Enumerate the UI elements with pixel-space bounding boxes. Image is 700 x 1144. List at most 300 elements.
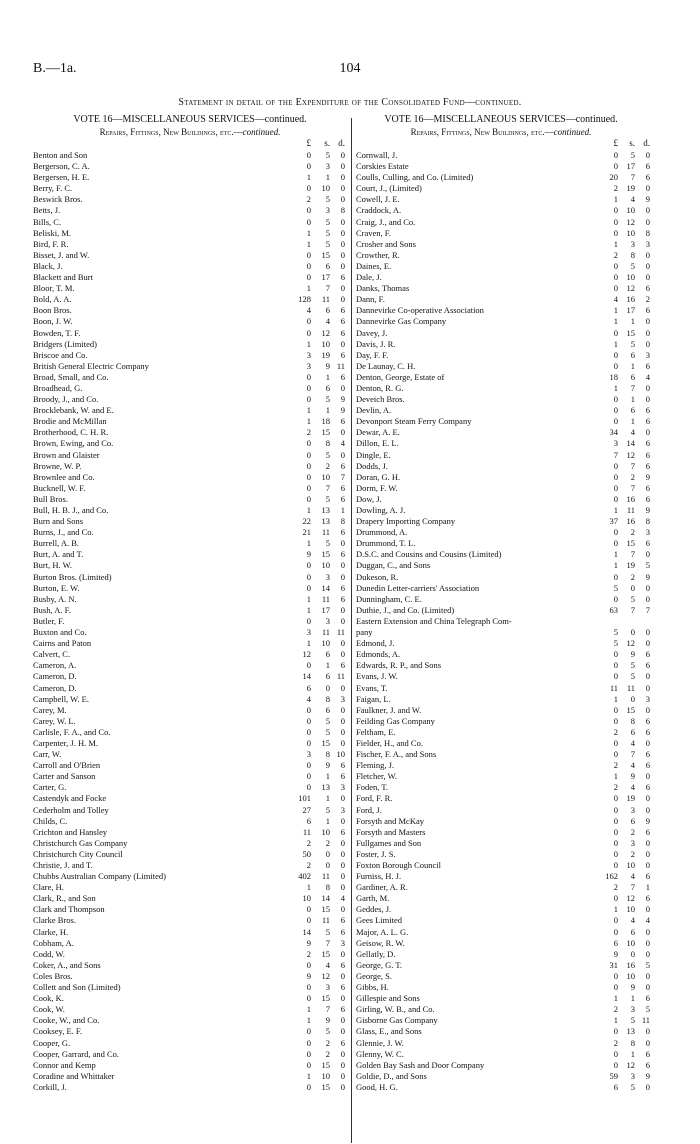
amount-pence: 0 bbox=[645, 338, 650, 349]
ledger-row bbox=[33, 660, 347, 671]
amount-shillings: 13 bbox=[321, 516, 330, 527]
payee-name: Davey, J. bbox=[356, 327, 388, 338]
payee-name: Crichton and Hansley bbox=[33, 826, 108, 837]
amount-shillings: 3 bbox=[325, 615, 330, 626]
ledger-row bbox=[356, 682, 650, 694]
payee-name: Carroll and O'Brien bbox=[33, 760, 101, 771]
amount-shillings: 6 bbox=[325, 305, 330, 316]
amount-shillings: 5 bbox=[630, 260, 635, 271]
payee-name: Geisow, R. W. bbox=[356, 937, 405, 948]
payee-name: Faulkner, J. and W. bbox=[356, 704, 422, 715]
ledger-row bbox=[356, 771, 650, 782]
amount-shillings: 5 bbox=[630, 338, 635, 349]
ledger-row bbox=[356, 926, 650, 938]
ledger-row bbox=[356, 194, 650, 205]
payee-name: Drummond, A. bbox=[356, 527, 408, 538]
payee-name: Drummond, T. L. bbox=[356, 538, 416, 549]
ledger-row bbox=[356, 338, 650, 350]
amount-shillings: 16 bbox=[626, 959, 635, 970]
amount-shillings: 6 bbox=[325, 671, 330, 682]
left-units-header bbox=[33, 138, 347, 150]
amount-shillings: 5 bbox=[325, 726, 330, 737]
amount-pence: 0 bbox=[645, 804, 650, 815]
amount-pence: 6 bbox=[645, 438, 650, 449]
amount-pence: 0 bbox=[645, 183, 650, 194]
ledger-row bbox=[33, 638, 347, 649]
amount-pence: 0 bbox=[340, 948, 345, 959]
amount-pence: 0 bbox=[645, 737, 650, 748]
ledger-row bbox=[33, 649, 347, 660]
amount-pounds: 0 bbox=[306, 771, 311, 782]
amount-pounds: 0 bbox=[613, 804, 618, 815]
amount-pounds: 101 bbox=[298, 793, 311, 804]
amount-pence: 5 bbox=[645, 959, 650, 970]
left-vote-heading: VOTE 16—MISCELLANEOUS SERVICES—continued. bbox=[73, 114, 307, 125]
amount-pence: 4 bbox=[340, 893, 345, 904]
payee-name: Burn and Sons bbox=[33, 516, 84, 527]
amount-shillings: 1 bbox=[630, 993, 635, 1004]
amount-shillings: 10 bbox=[321, 638, 330, 649]
ledger-row bbox=[356, 1015, 650, 1026]
payee-name: Bisset, J. and W. bbox=[33, 249, 90, 260]
pence-unit: d. bbox=[643, 138, 650, 148]
ledger-row bbox=[33, 239, 347, 250]
amount-pounds: 1 bbox=[613, 305, 618, 316]
payee-name: Garth, M. bbox=[356, 893, 390, 904]
payee-name: Cameron, D. bbox=[33, 682, 77, 693]
amount-pounds: 0 bbox=[613, 860, 618, 870]
payee-name: Carter, G. bbox=[33, 782, 67, 793]
payee-name: Cornwall, J. bbox=[356, 150, 398, 160]
amount-pounds: 0 bbox=[613, 1048, 618, 1059]
amount-pence: 6 bbox=[340, 371, 345, 382]
amount-pounds: 0 bbox=[613, 737, 618, 748]
amount-pence: 6 bbox=[645, 871, 650, 882]
amount-shillings: 0 bbox=[325, 848, 330, 859]
ledger-row bbox=[356, 161, 650, 172]
ledger-row bbox=[33, 350, 347, 361]
payee-name: Fletcher, W. bbox=[356, 771, 397, 782]
amount-shillings: 19 bbox=[626, 183, 635, 194]
payee-name: Corkill, J. bbox=[33, 1081, 67, 1092]
amount-pence: 4 bbox=[645, 915, 650, 926]
ledger-row bbox=[356, 172, 650, 183]
ledger-row bbox=[33, 849, 347, 860]
payee-name: Berry, F. C. bbox=[33, 183, 73, 194]
payee-name: Broadhead, G. bbox=[33, 382, 83, 393]
amount-pounds: 18 bbox=[609, 371, 618, 382]
amount-shillings: 15 bbox=[626, 538, 635, 549]
amount-pounds: 0 bbox=[613, 848, 618, 859]
payee-name: Cowell, J. E. bbox=[356, 194, 400, 205]
amount-pounds: 0 bbox=[306, 571, 311, 582]
amount-shillings: 3 bbox=[630, 238, 635, 249]
payee-name: De Launay, C. H. bbox=[356, 360, 416, 371]
payee-name: Cooksey, E. F. bbox=[33, 1026, 83, 1037]
payee-name: Golden Bay Sash and Door Company bbox=[356, 1059, 485, 1070]
amount-shillings: 5 bbox=[630, 593, 635, 604]
payee-name: Benton and Son bbox=[33, 150, 88, 160]
amount-pence: 0 bbox=[340, 427, 345, 438]
amount-shillings: 10 bbox=[626, 970, 635, 981]
amount-shillings: 15 bbox=[321, 993, 330, 1004]
ledger-row bbox=[356, 860, 650, 871]
amount-pounds: 0 bbox=[306, 493, 311, 504]
amount-pence: 6 bbox=[645, 649, 650, 660]
amount-pounds: 1 bbox=[306, 1070, 311, 1081]
ledger-row bbox=[356, 260, 650, 272]
payee-name: Clark and Thompson bbox=[33, 904, 105, 915]
amount-pounds: 11 bbox=[609, 682, 618, 693]
amount-pence: 0 bbox=[645, 216, 650, 227]
amount-pence: 6 bbox=[645, 161, 650, 172]
amount-shillings: 15 bbox=[321, 249, 330, 260]
ledger-row bbox=[33, 893, 347, 904]
ledger-row bbox=[356, 915, 650, 926]
amount-pounds: 2 bbox=[306, 837, 311, 848]
payee-name: Geddes, J. bbox=[356, 904, 392, 915]
payee-name: Foxton Borough Council bbox=[356, 860, 442, 870]
amount-pence: 0 bbox=[645, 327, 650, 338]
amount-pounds: 5 bbox=[613, 638, 618, 649]
payee-name: Carlisle, F. A., and Co. bbox=[33, 726, 111, 737]
ledger-row bbox=[33, 793, 347, 804]
amount-shillings: 3 bbox=[630, 1070, 635, 1081]
amount-pence: 0 bbox=[645, 682, 650, 693]
ledger-row bbox=[33, 527, 347, 538]
ledger-row bbox=[33, 971, 347, 982]
amount-pounds: 1 bbox=[613, 338, 618, 349]
amount-pence: 2 bbox=[645, 294, 650, 305]
amount-pence: 0 bbox=[645, 771, 650, 782]
payee-name: Cook, K. bbox=[33, 993, 64, 1004]
payee-name: Connor and Kemp bbox=[33, 1059, 96, 1070]
amount-pence: 0 bbox=[340, 172, 345, 183]
ledger-row bbox=[356, 693, 650, 705]
payee-name: Burton Bros. (Limited) bbox=[33, 571, 112, 582]
left-subheading bbox=[33, 126, 347, 138]
payee-name: Danks, Thomas bbox=[356, 283, 410, 294]
amount-pounds: 59 bbox=[609, 1070, 618, 1081]
amount-pence: 6 bbox=[645, 993, 650, 1004]
amount-pence: 11 bbox=[336, 360, 345, 371]
ledger-row bbox=[33, 549, 347, 560]
ledger-row bbox=[356, 460, 650, 472]
ledger-row bbox=[33, 827, 347, 838]
ledger-row bbox=[356, 593, 650, 605]
amount-pounds: 0 bbox=[306, 161, 311, 172]
amount-pence: 8 bbox=[645, 227, 650, 238]
amount-pounds: 31 bbox=[609, 959, 618, 970]
payee-name: Bloor, T. M. bbox=[33, 283, 75, 294]
amount-pence: 6 bbox=[645, 405, 650, 416]
amount-shillings: 8 bbox=[630, 1037, 635, 1048]
ledger-row bbox=[356, 538, 650, 549]
amount-pounds: 34 bbox=[609, 427, 618, 438]
amount-shillings: 15 bbox=[321, 904, 330, 915]
amount-shillings: 4 bbox=[630, 782, 635, 793]
amount-pounds: 0 bbox=[613, 926, 618, 937]
ledger-row bbox=[33, 982, 347, 993]
payee-name: Carr, W. bbox=[33, 749, 62, 760]
ledger-row bbox=[33, 816, 347, 827]
ledger-row bbox=[356, 1048, 650, 1060]
payee-name: Dale, J. bbox=[356, 272, 382, 283]
ledger-row bbox=[33, 328, 347, 339]
ledger-row bbox=[356, 527, 650, 538]
ledger-row bbox=[33, 882, 347, 893]
ledger-row bbox=[33, 450, 347, 461]
amount-pounds: 0 bbox=[306, 915, 311, 926]
amount-shillings: 16 bbox=[626, 294, 635, 305]
payee-name: Dukeson, R. bbox=[356, 571, 399, 582]
amount-pounds: 1 bbox=[613, 560, 618, 571]
payee-name: Beswick Bros. bbox=[33, 194, 83, 205]
ledger-row bbox=[356, 815, 650, 827]
amount-pence: 6 bbox=[645, 782, 650, 793]
amount-pence: 0 bbox=[645, 1081, 650, 1092]
amount-shillings: 1 bbox=[630, 316, 635, 327]
amount-pounds: 2 bbox=[613, 782, 618, 793]
payee-name: Dow, J. bbox=[356, 493, 382, 504]
ledger-row bbox=[33, 150, 347, 161]
payee-name: Gibbs, H. bbox=[356, 982, 389, 993]
amount-shillings: 11 bbox=[321, 593, 330, 604]
ledger-row bbox=[356, 837, 650, 849]
amount-pence: 6 bbox=[645, 449, 650, 460]
amount-shillings: 5 bbox=[325, 926, 330, 937]
amount-pounds: 0 bbox=[306, 449, 311, 460]
ledger-row bbox=[356, 505, 650, 516]
amount-shillings: 8 bbox=[325, 749, 330, 760]
payee-name: Childs, C. bbox=[33, 815, 68, 826]
amount-pounds: 1 bbox=[613, 238, 618, 249]
payee-name: Evans, T. bbox=[356, 682, 388, 693]
amount-pence: 1 bbox=[645, 882, 650, 893]
amount-pounds: 1 bbox=[306, 338, 311, 349]
amount-pence: 0 bbox=[645, 593, 650, 604]
amount-shillings: 12 bbox=[626, 216, 635, 227]
amount-shillings: 6 bbox=[630, 926, 635, 937]
payee-name: D.S.C. and Cousins and Cousins (Limited) bbox=[356, 549, 502, 560]
ledger-row bbox=[33, 161, 347, 172]
amount-pounds: 0 bbox=[613, 571, 618, 582]
payee-name: Drapery Importing Company bbox=[356, 516, 456, 527]
amount-shillings: 7 bbox=[325, 937, 330, 948]
payee-name: Brocklebank, W. and E. bbox=[33, 405, 114, 416]
amount-shillings: 0 bbox=[630, 627, 635, 638]
amount-pounds: 27 bbox=[302, 804, 311, 815]
payee-name: Bird, F. R. bbox=[33, 238, 69, 249]
amount-pounds: 0 bbox=[306, 272, 311, 283]
payee-name: Fleming, J. bbox=[356, 760, 395, 771]
amount-pence: 0 bbox=[645, 860, 650, 870]
amount-pounds: 5 bbox=[613, 627, 618, 638]
amount-shillings: 8 bbox=[325, 693, 330, 704]
amount-shillings: 14 bbox=[626, 438, 635, 449]
ledger-row bbox=[33, 572, 347, 583]
amount-pence: 6 bbox=[340, 771, 345, 782]
amount-shillings: 15 bbox=[321, 1059, 330, 1070]
amount-pence: 0 bbox=[340, 161, 345, 172]
payee-name: Christie, J. and T. bbox=[33, 860, 93, 870]
ledger-row bbox=[33, 1071, 347, 1082]
payee-name: pany bbox=[356, 627, 373, 638]
ledger-row bbox=[33, 228, 347, 239]
ledger-row bbox=[33, 294, 347, 305]
payee-name: Gardiner, A. R. bbox=[356, 882, 408, 893]
payee-name: Dunedin Letter-carriers' Association bbox=[356, 582, 480, 593]
ledger-row bbox=[33, 627, 347, 638]
amount-shillings: 10 bbox=[626, 227, 635, 238]
amount-pence: 6 bbox=[645, 1059, 650, 1070]
payee-name: Feltham, E. bbox=[356, 726, 396, 737]
amount-pence: 0 bbox=[645, 982, 650, 993]
payee-name: Gees Limited bbox=[356, 915, 403, 926]
amount-pounds: 1 bbox=[306, 538, 311, 549]
payee-name: Carter and Sanson bbox=[33, 771, 96, 782]
amount-shillings: 2 bbox=[325, 837, 330, 848]
payee-name: Glennie, J. W. bbox=[356, 1037, 404, 1048]
amount-pounds: 1 bbox=[613, 382, 618, 393]
ledger-row bbox=[33, 993, 347, 1004]
amount-shillings: 6 bbox=[630, 405, 635, 416]
amount-pounds: 2 bbox=[613, 1004, 618, 1015]
amount-pence: 0 bbox=[645, 948, 650, 959]
payee-name: Coradine and Whittaker bbox=[33, 1070, 115, 1081]
ledger-row bbox=[356, 793, 650, 804]
amount-pence: 0 bbox=[340, 638, 345, 649]
amount-shillings: 11 bbox=[626, 682, 635, 693]
ledger-row bbox=[33, 1026, 347, 1037]
ledger-row bbox=[33, 361, 347, 372]
ledger-row bbox=[356, 660, 650, 671]
amount-shillings: 18 bbox=[321, 416, 330, 427]
amount-pence: 0 bbox=[340, 382, 345, 393]
amount-pence: 0 bbox=[340, 1081, 345, 1092]
ledger-row bbox=[356, 904, 650, 915]
amount-pence: 9 bbox=[340, 405, 345, 416]
amount-pence: 0 bbox=[340, 860, 345, 870]
amount-pence: 6 bbox=[340, 527, 345, 538]
amount-shillings: 7 bbox=[630, 882, 635, 893]
payee-name: Court, J., (Limited) bbox=[356, 183, 422, 194]
payee-name: Girling, W. B., and Co. bbox=[356, 1004, 435, 1015]
right-subheading bbox=[356, 126, 646, 138]
ledger-row bbox=[356, 183, 650, 194]
ledger-row bbox=[33, 172, 347, 183]
payee-name: Christchurch City Council bbox=[33, 848, 123, 859]
amount-shillings: 7 bbox=[630, 172, 635, 183]
statement-title: Statement in detail of the Expenditure of the Consolidated Fund—continued. bbox=[178, 97, 522, 108]
amount-shillings: 11 bbox=[321, 915, 330, 926]
amount-pence: 6 bbox=[340, 482, 345, 493]
payee-name: Edmond, J. bbox=[356, 638, 395, 649]
amount-pounds: 0 bbox=[613, 493, 618, 504]
amount-pence: 3 bbox=[340, 782, 345, 793]
amount-shillings: 19 bbox=[321, 349, 330, 360]
payee-name: Bull Bros. bbox=[33, 493, 68, 504]
payee-name: Dannevirke Co-operative Association bbox=[356, 305, 484, 316]
ledger-row bbox=[356, 1026, 650, 1037]
payee-name: Forsyth and McKay bbox=[356, 815, 424, 826]
amount-pounds: 0 bbox=[613, 749, 618, 760]
amount-pence: 0 bbox=[340, 449, 345, 460]
amount-pounds: 0 bbox=[306, 382, 311, 393]
amount-pounds: 0 bbox=[306, 482, 311, 493]
payee-name: Cederholm and Tolley bbox=[33, 804, 109, 815]
ledger-row bbox=[356, 427, 650, 438]
left-column bbox=[33, 113, 347, 1093]
amount-pounds: 1 bbox=[306, 593, 311, 604]
amount-shillings: 5 bbox=[325, 394, 330, 405]
ledger-row bbox=[356, 737, 650, 749]
amount-shillings: 10 bbox=[626, 937, 635, 948]
ledger-row bbox=[33, 727, 347, 738]
amount-shillings: 7 bbox=[630, 382, 635, 393]
left-subheading-main: Repairs, Fittings, New Buildings, etc.— bbox=[99, 127, 243, 137]
amount-shillings: 6 bbox=[325, 260, 330, 271]
ledger-row bbox=[356, 649, 650, 660]
amount-pounds: 0 bbox=[613, 349, 618, 360]
amount-pence: 0 bbox=[645, 150, 650, 160]
ledger-row bbox=[33, 871, 347, 882]
amount-pence: 9 bbox=[340, 394, 345, 405]
amount-pence: 4 bbox=[645, 371, 650, 382]
payee-name: Busby, A. N. bbox=[33, 593, 77, 604]
amount-pence: 0 bbox=[645, 926, 650, 937]
amount-shillings: 14 bbox=[321, 582, 330, 593]
amount-pounds: 0 bbox=[306, 1059, 311, 1070]
amount-pence: 0 bbox=[340, 848, 345, 859]
amount-shillings: 11 bbox=[626, 505, 635, 515]
ledger-row bbox=[33, 316, 347, 327]
amount-pounds: 1 bbox=[613, 904, 618, 915]
amount-pounds: 1 bbox=[306, 1004, 311, 1015]
amount-pounds: 11 bbox=[302, 826, 311, 837]
amount-pence: 7 bbox=[340, 471, 345, 482]
ledger-row bbox=[33, 560, 347, 571]
amount-shillings: 10 bbox=[321, 560, 330, 571]
ledger-row bbox=[33, 205, 347, 216]
amount-pence: 6 bbox=[645, 283, 650, 294]
amount-pounds: 0 bbox=[613, 150, 618, 160]
amount-pence: 5 bbox=[645, 1004, 650, 1015]
amount-pounds: 0 bbox=[613, 982, 618, 993]
amount-pounds: 0 bbox=[613, 660, 618, 671]
amount-shillings: 10 bbox=[626, 904, 635, 915]
amount-pence: 6 bbox=[340, 826, 345, 837]
amount-pence: 6 bbox=[340, 316, 345, 327]
ledger-row bbox=[33, 427, 347, 438]
amount-shillings: 1 bbox=[630, 1048, 635, 1059]
amount-pence: 3 bbox=[340, 937, 345, 948]
amount-pounds: 0 bbox=[306, 1048, 311, 1059]
amount-pounds: 5 bbox=[613, 582, 618, 593]
ledger-row bbox=[356, 1081, 650, 1093]
ledger-row bbox=[356, 227, 650, 239]
ledger-row bbox=[33, 416, 347, 427]
ledger-row bbox=[356, 360, 650, 372]
amount-pence: 3 bbox=[645, 349, 650, 360]
amount-shillings: 8 bbox=[325, 438, 330, 449]
amount-pence: 3 bbox=[645, 693, 650, 704]
payee-name: Eastern Extension and China Telegraph Com- bbox=[356, 615, 512, 626]
payee-name: Carey, M. bbox=[33, 704, 67, 715]
amount-pence: 0 bbox=[645, 427, 650, 438]
ledger-row bbox=[356, 848, 650, 860]
amount-pence: 0 bbox=[340, 904, 345, 915]
